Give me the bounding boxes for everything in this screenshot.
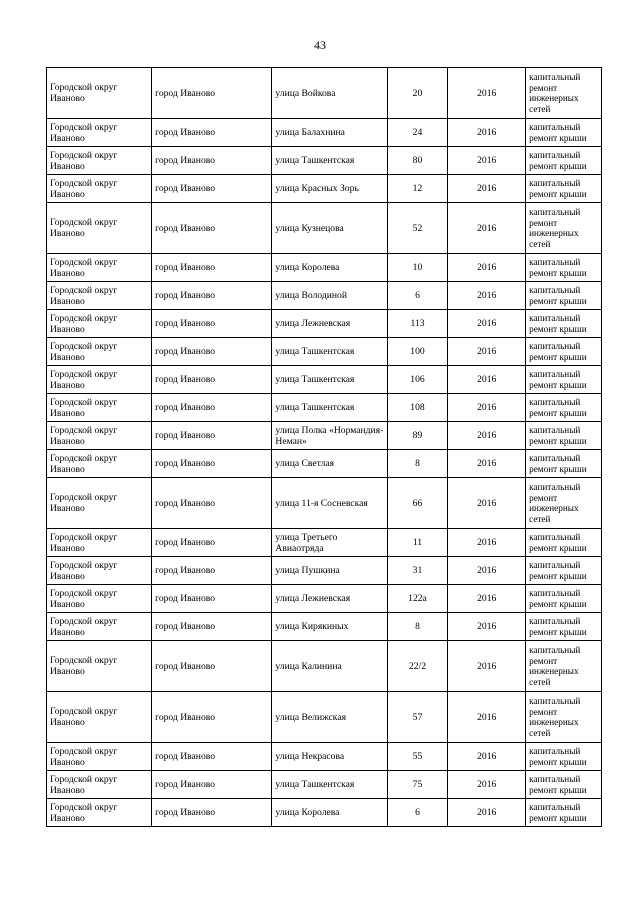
- house-number-cell: 52: [387, 203, 448, 254]
- table-row: [47, 147, 602, 175]
- year-cell: 2016: [448, 119, 526, 147]
- street-cell: улица Кирякиных: [272, 613, 387, 641]
- house-number-cell: 12: [387, 175, 448, 203]
- district-cell: Городской округ Иваново: [47, 771, 152, 799]
- street-cell: улица Ташкентская: [272, 366, 387, 394]
- street-cell: улица Лежневская: [272, 310, 387, 338]
- year-cell: 2016: [448, 692, 526, 743]
- street-cell: улица Красных Зорь: [272, 175, 387, 203]
- district-cell: Городской округ Иваново: [47, 394, 152, 422]
- house-number-cell: 6: [387, 282, 448, 310]
- city-cell: город Иваново: [152, 450, 272, 478]
- work-type-cell: капитальный ремонт крыши: [526, 147, 602, 175]
- district-cell: Городской округ Иваново: [47, 799, 152, 827]
- street-cell: улица Ташкентская: [272, 338, 387, 366]
- house-number-cell: 8: [387, 450, 448, 478]
- work-type-cell: капитальный ремонт крыши: [526, 310, 602, 338]
- house-number-cell: 55: [387, 743, 448, 771]
- year-cell: 2016: [448, 68, 526, 119]
- work-type-cell: капитальный ремонт крыши: [526, 394, 602, 422]
- table-row: [47, 799, 602, 827]
- street-cell: улица Кузнецова: [272, 203, 387, 254]
- table-body: [47, 68, 602, 827]
- city-cell: город Иваново: [152, 613, 272, 641]
- table-row: [47, 641, 602, 692]
- city-cell: город Иваново: [152, 203, 272, 254]
- work-type-cell: капитальный ремонт крыши: [526, 338, 602, 366]
- street-cell: улица Калинина: [272, 641, 387, 692]
- city-cell: город Иваново: [152, 692, 272, 743]
- year-cell: 2016: [448, 557, 526, 585]
- work-type-cell: капитальный ремонт крыши: [526, 119, 602, 147]
- district-cell: Городской округ Иваново: [47, 585, 152, 613]
- work-type-cell: капитальный ремонт крыши: [526, 422, 602, 450]
- table-row: [47, 692, 602, 743]
- work-type-cell: капитальный ремонт крыши: [526, 450, 602, 478]
- table-row: [47, 338, 602, 366]
- year-cell: 2016: [448, 282, 526, 310]
- house-number-cell: 20: [387, 68, 448, 119]
- work-type-cell: капитальный ремонт инженерных сетей: [526, 478, 602, 529]
- house-number-cell: 24: [387, 119, 448, 147]
- district-cell: Городской округ Иваново: [47, 175, 152, 203]
- district-cell: Городской округ Иваново: [47, 529, 152, 557]
- city-cell: город Иваново: [152, 743, 272, 771]
- house-number-cell: 80: [387, 147, 448, 175]
- work-type-cell: капитальный ремонт крыши: [526, 613, 602, 641]
- year-cell: 2016: [448, 394, 526, 422]
- district-cell: Городской округ Иваново: [47, 613, 152, 641]
- table-row: [47, 450, 602, 478]
- district-cell: Городской округ Иваново: [47, 147, 152, 175]
- district-cell: Городской округ Иваново: [47, 68, 152, 119]
- house-number-cell: 66: [387, 478, 448, 529]
- city-cell: город Иваново: [152, 310, 272, 338]
- street-cell: улица Лежневская: [272, 585, 387, 613]
- work-type-cell: капитальный ремонт крыши: [526, 585, 602, 613]
- house-number-cell: 11: [387, 529, 448, 557]
- table-row: [47, 68, 602, 119]
- city-cell: город Иваново: [152, 478, 272, 529]
- house-number-cell: 108: [387, 394, 448, 422]
- street-cell: улица Полка «Нормандия-Неман»: [272, 422, 387, 450]
- work-type-cell: капитальный ремонт крыши: [526, 175, 602, 203]
- work-type-cell: капитальный ремонт крыши: [526, 799, 602, 827]
- year-cell: 2016: [448, 799, 526, 827]
- street-cell: улица Велижская: [272, 692, 387, 743]
- street-cell: улица Ташкентская: [272, 394, 387, 422]
- table-row: [47, 254, 602, 282]
- city-cell: город Иваново: [152, 254, 272, 282]
- table-row: [47, 282, 602, 310]
- street-cell: улица 11-я Сосневская: [272, 478, 387, 529]
- year-cell: 2016: [448, 641, 526, 692]
- year-cell: 2016: [448, 203, 526, 254]
- work-type-cell: капитальный ремонт инженерных сетей: [526, 68, 602, 119]
- city-cell: город Иваново: [152, 394, 272, 422]
- year-cell: 2016: [448, 613, 526, 641]
- house-number-cell: 122а: [387, 585, 448, 613]
- city-cell: город Иваново: [152, 119, 272, 147]
- district-cell: Городской округ Иваново: [47, 557, 152, 585]
- district-cell: Городской округ Иваново: [47, 119, 152, 147]
- district-cell: Городской округ Иваново: [47, 338, 152, 366]
- house-number-cell: 89: [387, 422, 448, 450]
- year-cell: 2016: [448, 175, 526, 203]
- street-cell: улица Некрасова: [272, 743, 387, 771]
- district-cell: Городской округ Иваново: [47, 450, 152, 478]
- house-number-cell: 31: [387, 557, 448, 585]
- table-row: [47, 175, 602, 203]
- work-type-cell: капитальный ремонт крыши: [526, 254, 602, 282]
- year-cell: 2016: [448, 478, 526, 529]
- street-cell: улица Балахнина: [272, 119, 387, 147]
- street-cell: улица Ташкентская: [272, 147, 387, 175]
- city-cell: город Иваново: [152, 68, 272, 119]
- page-number: 43: [314, 38, 326, 52]
- city-cell: город Иваново: [152, 585, 272, 613]
- district-cell: Городской округ Иваново: [47, 203, 152, 254]
- year-cell: 2016: [448, 450, 526, 478]
- city-cell: город Иваново: [152, 641, 272, 692]
- street-cell: улица Королева: [272, 799, 387, 827]
- house-number-cell: 75: [387, 771, 448, 799]
- year-cell: 2016: [448, 254, 526, 282]
- work-type-cell: капитальный ремонт крыши: [526, 557, 602, 585]
- work-type-cell: капитальный ремонт инженерных сетей: [526, 203, 602, 254]
- district-cell: Городской округ Иваново: [47, 641, 152, 692]
- work-type-cell: капитальный ремонт крыши: [526, 282, 602, 310]
- street-cell: улица Третьего Авиаотряда: [272, 529, 387, 557]
- work-type-cell: капитальный ремонт крыши: [526, 771, 602, 799]
- work-type-cell: капитальный ремонт инженерных сетей: [526, 641, 602, 692]
- city-cell: город Иваново: [152, 338, 272, 366]
- house-number-cell: 10: [387, 254, 448, 282]
- city-cell: город Иваново: [152, 422, 272, 450]
- city-cell: город Иваново: [152, 771, 272, 799]
- year-cell: 2016: [448, 422, 526, 450]
- work-type-cell: капитальный ремонт инженерных сетей: [526, 692, 602, 743]
- year-cell: 2016: [448, 743, 526, 771]
- street-cell: улица Светлая: [272, 450, 387, 478]
- city-cell: город Иваново: [152, 799, 272, 827]
- work-type-cell: капитальный ремонт крыши: [526, 529, 602, 557]
- table-row: [47, 478, 602, 529]
- street-cell: улица Пушкина: [272, 557, 387, 585]
- work-type-cell: капитальный ремонт крыши: [526, 366, 602, 394]
- table-row: [47, 366, 602, 394]
- district-cell: Городской округ Иваново: [47, 310, 152, 338]
- year-cell: 2016: [448, 585, 526, 613]
- city-cell: город Иваново: [152, 147, 272, 175]
- table-row: [47, 585, 602, 613]
- table-row: [47, 422, 602, 450]
- city-cell: город Иваново: [152, 366, 272, 394]
- house-number-cell: 57: [387, 692, 448, 743]
- district-cell: Городской округ Иваново: [47, 422, 152, 450]
- table-row: [47, 613, 602, 641]
- district-cell: Городской округ Иваново: [47, 692, 152, 743]
- year-cell: 2016: [448, 529, 526, 557]
- street-cell: улица Володиной: [272, 282, 387, 310]
- district-cell: Городской округ Иваново: [47, 282, 152, 310]
- city-cell: город Иваново: [152, 529, 272, 557]
- city-cell: город Иваново: [152, 175, 272, 203]
- table-row: [47, 119, 602, 147]
- table-row: [47, 529, 602, 557]
- street-cell: улица Ташкентская: [272, 771, 387, 799]
- year-cell: 2016: [448, 366, 526, 394]
- table-row: [47, 743, 602, 771]
- city-cell: город Иваново: [152, 557, 272, 585]
- district-cell: Городской округ Иваново: [47, 478, 152, 529]
- housing-repair-table: [46, 67, 602, 827]
- street-cell: улица Войкова: [272, 68, 387, 119]
- table-row: [47, 394, 602, 422]
- year-cell: 2016: [448, 771, 526, 799]
- district-cell: Городской округ Иваново: [47, 366, 152, 394]
- house-number-cell: 6: [387, 799, 448, 827]
- table-row: [47, 557, 602, 585]
- year-cell: 2016: [448, 310, 526, 338]
- house-number-cell: 8: [387, 613, 448, 641]
- district-cell: Городской округ Иваново: [47, 743, 152, 771]
- house-number-cell: 106: [387, 366, 448, 394]
- table-row: [47, 310, 602, 338]
- city-cell: город Иваново: [152, 282, 272, 310]
- house-number-cell: 113: [387, 310, 448, 338]
- house-number-cell: 100: [387, 338, 448, 366]
- work-type-cell: капитальный ремонт крыши: [526, 743, 602, 771]
- street-cell: улица Королева: [272, 254, 387, 282]
- house-number-cell: 22/2: [387, 641, 448, 692]
- table-row: [47, 771, 602, 799]
- year-cell: 2016: [448, 338, 526, 366]
- table-row: [47, 203, 602, 254]
- year-cell: 2016: [448, 147, 526, 175]
- district-cell: Городской округ Иваново: [47, 254, 152, 282]
